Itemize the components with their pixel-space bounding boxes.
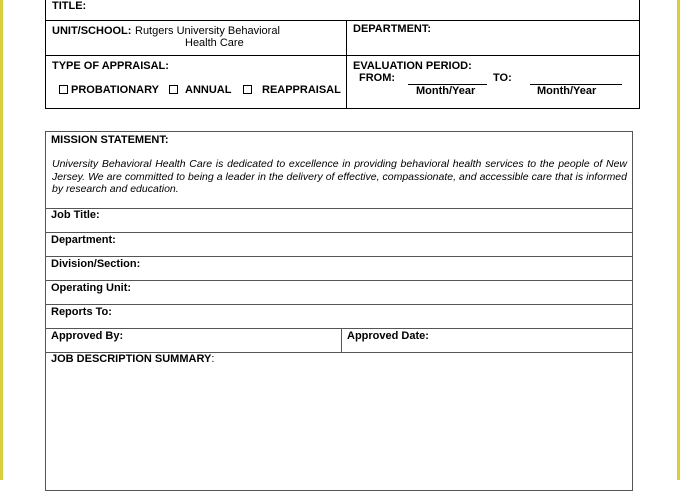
appraisal-type-label: TYPE OF APPRAISAL: — [52, 60, 169, 72]
probationary-label: PROBATIONARY — [71, 84, 159, 96]
unit-school-value-line1: Rutgers University Behavioral — [135, 25, 280, 37]
unit-school-label: UNIT/SCHOOL: — [52, 25, 132, 37]
operating-unit-label: Operating Unit: — [51, 282, 132, 294]
annual-checkbox[interactable] — [169, 85, 178, 94]
appraisal-reappraisal-option[interactable] — [243, 84, 341, 97]
reports-to-label: Reports To: — [51, 306, 112, 318]
reappraisal-label: REAPPRAISAL — [262, 84, 341, 96]
job-title-label: Job Title: — [51, 209, 100, 221]
unit-school-value-line2: Health Care — [185, 37, 244, 49]
to-month-year-label: Month/Year — [537, 85, 597, 97]
title-box[interactable] — [45, 0, 640, 21]
mission-statement-text: University Behavioral Health Care is dedicated to excellence in providing behavioral health services to the people of New Jersey. We are committed to being a leader in the delivery of effective, compassionate, and accessible care that is informed by research and education. — [52, 158, 627, 195]
department-field-label: Department: — [51, 234, 116, 246]
department-row[interactable] — [46, 233, 632, 257]
probationary-checkbox[interactable] — [59, 85, 68, 94]
from-month-year-label: Month/Year — [416, 85, 476, 97]
appraisal-annual-option[interactable] — [169, 84, 231, 97]
from-label: FROM: — [359, 72, 396, 84]
annual-label: ANNUAL — [185, 84, 232, 96]
unit-school-box[interactable] — [45, 20, 347, 56]
division-section-label: Division/Section: — [51, 258, 141, 270]
job-summary-heading — [51, 353, 214, 366]
job-summary-label: JOB DESCRIPTION SUMMARY — [51, 353, 212, 365]
appraisal-probationary-option[interactable] — [59, 84, 159, 97]
evaluation-period-label: EVALUATION PERIOD: — [353, 60, 472, 72]
job-description-form — [45, 131, 633, 491]
appraisal-type-box — [45, 55, 347, 109]
approved-date-cell[interactable] — [342, 329, 632, 353]
approved-by-cell[interactable] — [46, 329, 341, 353]
operating-unit-row[interactable] — [46, 281, 632, 305]
to-label: TO: — [493, 72, 512, 84]
reports-to-row[interactable] — [46, 305, 632, 329]
evaluation-period-box — [346, 55, 640, 109]
job-summary-colon: : — [211, 353, 215, 365]
division-section-row[interactable] — [46, 257, 632, 281]
approved-by-label: Approved By: — [51, 330, 124, 342]
job-title-row[interactable] — [46, 209, 632, 233]
mission-statement-label: MISSION STATEMENT: — [51, 134, 169, 146]
reappraisal-checkbox[interactable] — [243, 85, 252, 94]
page-frame-left — [0, 0, 3, 480]
approved-date-label: Approved Date: — [347, 330, 429, 342]
title-label: TITLE: — [52, 0, 87, 12]
job-summary-area[interactable] — [46, 353, 632, 491]
department-box[interactable] — [346, 20, 640, 56]
department-label: DEPARTMENT: — [353, 23, 432, 35]
